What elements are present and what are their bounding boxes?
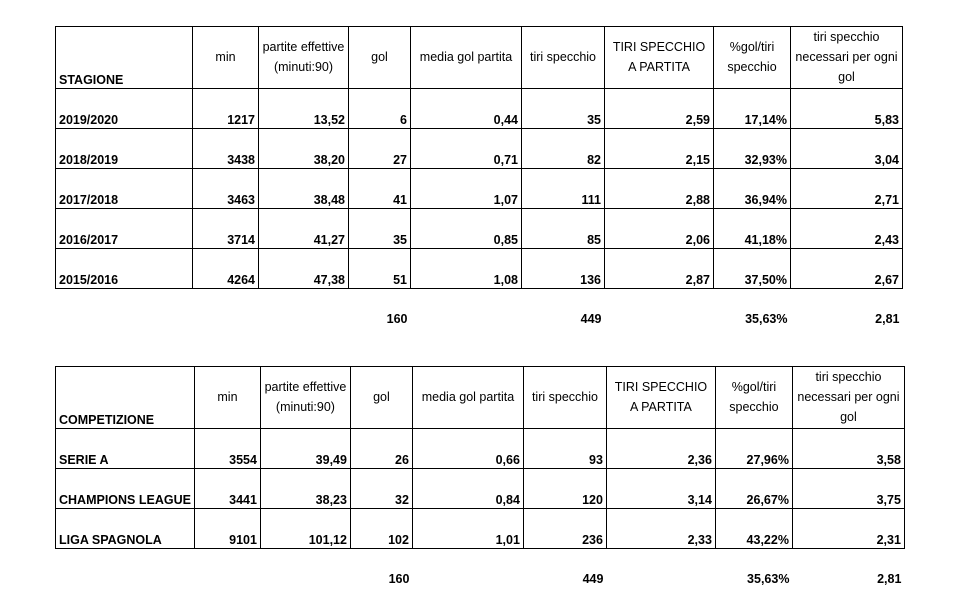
col-header-gol: gol <box>349 27 411 89</box>
cell-tiri: 111 <box>522 169 605 209</box>
cell-necessari: 2,67 <box>791 249 903 289</box>
cell-necessari: 3,58 <box>792 429 904 469</box>
cell-gol: 41 <box>349 169 411 209</box>
cell-necessari: 2,31 <box>792 509 904 549</box>
cell-min: 3441 <box>194 469 260 509</box>
cell-min: 9101 <box>194 509 260 549</box>
cell-partite: 38,23 <box>260 469 350 509</box>
table-row <box>56 169 903 209</box>
table-row <box>56 249 903 289</box>
totals-row <box>56 549 905 587</box>
cell-pct: 32,93% <box>714 129 791 169</box>
row-label: LIGA SPAGNOLA <box>56 509 195 549</box>
total-pct: 35,63% <box>745 311 788 326</box>
total-gol: 160 <box>386 311 408 326</box>
cell-tiri: 136 <box>522 249 605 289</box>
cell-tiri-partita: 2,59 <box>605 89 714 129</box>
cell-partite: 39,49 <box>260 429 350 469</box>
col-header-tiri-specchio: tiri specchio <box>522 27 605 89</box>
table-header-row <box>56 367 905 429</box>
table-row <box>56 429 905 469</box>
table-row <box>56 469 905 509</box>
cell-gol: 102 <box>350 509 412 549</box>
col-header-partite-effettive: partite effettive (minuti:90) <box>260 367 350 429</box>
row-label: 2016/2017 <box>56 209 193 249</box>
table-header-row <box>56 27 903 89</box>
cell-media: 0,84 <box>412 469 523 509</box>
cell-pct: 27,96% <box>715 429 792 469</box>
col-header-tiri-specchio-partita: TIRI SPECCHIO A PARTITA <box>605 27 714 89</box>
total-necessari: 2,81 <box>875 311 900 326</box>
season-stats-table <box>55 26 903 327</box>
cell-partite: 101,12 <box>260 509 350 549</box>
cell-gol: 51 <box>349 249 411 289</box>
cell-gol: 26 <box>350 429 412 469</box>
col-header-media-gol: media gol partita <box>412 367 523 429</box>
col-header-stagione: STAGIONE <box>56 27 193 89</box>
cell-necessari: 2,71 <box>791 169 903 209</box>
totals-row <box>56 289 903 327</box>
cell-tiri-partita: 2,33 <box>606 509 715 549</box>
table-row <box>56 509 905 549</box>
total-necessari: 2,81 <box>877 571 902 586</box>
cell-necessari: 2,43 <box>791 209 903 249</box>
cell-min: 3438 <box>193 129 259 169</box>
cell-necessari: 5,83 <box>791 89 903 129</box>
cell-tiri-partita: 2,15 <box>605 129 714 169</box>
cell-gol: 27 <box>349 129 411 169</box>
cell-media: 0,66 <box>412 429 523 469</box>
cell-tiri-partita: 2,06 <box>605 209 714 249</box>
table-row <box>56 209 903 249</box>
cell-tiri: 85 <box>522 209 605 249</box>
cell-min: 4264 <box>193 249 259 289</box>
cell-tiri: 236 <box>523 509 606 549</box>
cell-gol: 6 <box>349 89 411 129</box>
cell-tiri-partita: 3,14 <box>606 469 715 509</box>
cell-media: 1,07 <box>411 169 522 209</box>
row-label: 2019/2020 <box>56 89 193 129</box>
cell-partite: 41,27 <box>259 209 349 249</box>
cell-min: 3554 <box>194 429 260 469</box>
competition-stats-table <box>55 366 905 587</box>
col-header-pct-gol-tiri: %gol/tiri specchio <box>715 367 792 429</box>
cell-pct: 17,14% <box>714 89 791 129</box>
col-header-competizione: COMPETIZIONE <box>56 367 195 429</box>
row-label: 2018/2019 <box>56 129 193 169</box>
table-row <box>56 129 903 169</box>
cell-partite: 38,48 <box>259 169 349 209</box>
total-pct: 35,63% <box>747 571 790 586</box>
cell-min: 1217 <box>193 89 259 129</box>
col-header-gol: gol <box>350 367 412 429</box>
cell-media: 0,85 <box>411 209 522 249</box>
cell-media: 1,08 <box>411 249 522 289</box>
row-label: 2017/2018 <box>56 169 193 209</box>
cell-tiri-partita: 2,87 <box>605 249 714 289</box>
col-header-min: min <box>193 27 259 89</box>
row-label: CHAMPIONS LEAGUE <box>56 469 195 509</box>
total-gol: 160 <box>388 571 410 586</box>
cell-min: 3463 <box>193 169 259 209</box>
col-header-media-gol: media gol partita <box>411 27 522 89</box>
col-header-min: min <box>194 367 260 429</box>
table-row <box>56 89 903 129</box>
col-header-partite-effettive: partite effettive (minuti:90) <box>259 27 349 89</box>
col-header-tiri-necessari: tiri specchio necessari per ogni gol <box>791 27 903 89</box>
cell-pct: 43,22% <box>715 509 792 549</box>
col-header-tiri-necessari: tiri specchio necessari per ogni gol <box>792 367 904 429</box>
row-label: 2015/2016 <box>56 249 193 289</box>
cell-tiri-partita: 2,88 <box>605 169 714 209</box>
cell-tiri-partita: 2,36 <box>606 429 715 469</box>
cell-partite: 38,20 <box>259 129 349 169</box>
cell-media: 0,44 <box>411 89 522 129</box>
col-header-tiri-specchio-partita: TIRI SPECCHIO A PARTITA <box>606 367 715 429</box>
cell-media: 1,01 <box>412 509 523 549</box>
row-label: SERIE A <box>56 429 195 469</box>
cell-tiri: 35 <box>522 89 605 129</box>
cell-gol: 32 <box>350 469 412 509</box>
total-tiri: 449 <box>582 571 604 586</box>
cell-tiri: 82 <box>522 129 605 169</box>
cell-tiri: 93 <box>523 429 606 469</box>
cell-necessari: 3,04 <box>791 129 903 169</box>
cell-tiri: 120 <box>523 469 606 509</box>
cell-pct: 37,50% <box>714 249 791 289</box>
cell-min: 3714 <box>193 209 259 249</box>
cell-partite: 47,38 <box>259 249 349 289</box>
cell-pct: 41,18% <box>714 209 791 249</box>
cell-gol: 35 <box>349 209 411 249</box>
cell-media: 0,71 <box>411 129 522 169</box>
col-header-tiri-specchio: tiri specchio <box>523 367 606 429</box>
cell-pct: 36,94% <box>714 169 791 209</box>
col-header-pct-gol-tiri: %gol/tiri specchio <box>714 27 791 89</box>
cell-pct: 26,67% <box>715 469 792 509</box>
total-tiri: 449 <box>580 311 602 326</box>
cell-partite: 13,52 <box>259 89 349 129</box>
cell-necessari: 3,75 <box>792 469 904 509</box>
